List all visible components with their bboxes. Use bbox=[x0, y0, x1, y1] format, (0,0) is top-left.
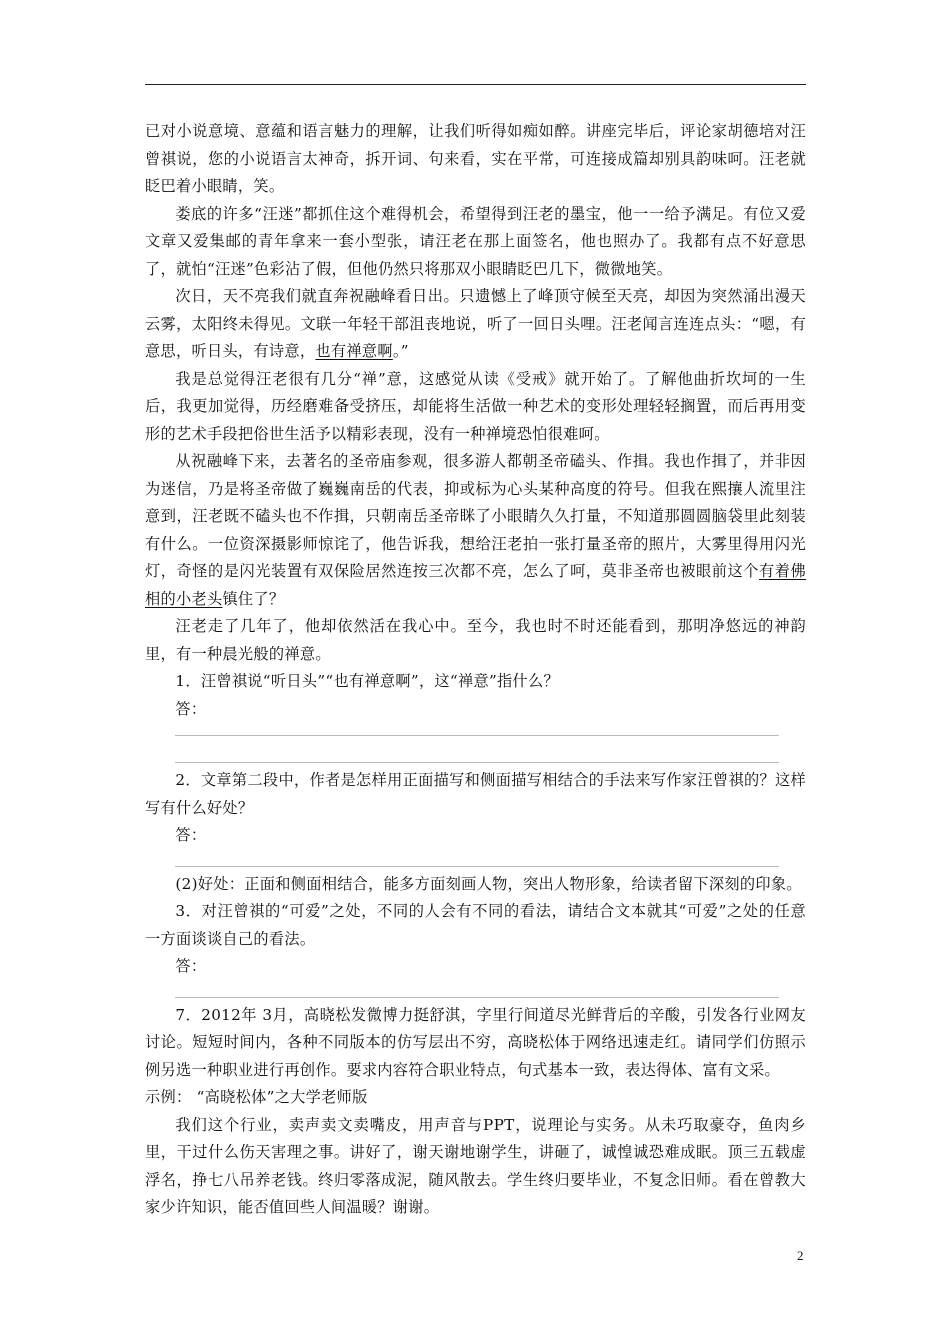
paragraph-5-text: 从祝融峰下来，去著名的圣帝庙参观，很多游人都朝圣帝磕头、作揖。我也作揖了，并非因为迷信，乃是将圣帝做了巍巍南岳的代表，抑或标为心头某种高度的符号。但我在熙攘人流里注意到，汪老既不磕头也不作揖，只朝南岳圣帝眯了小眼睛久久打量，不知道那圆圆脑袋里此刻装有什么。一位资深摄影师惊诧了，他告诉我，想给汪老拍一张打量圣帝的照片，大雾里得用闪光灯，奇怪的是闪光装置有双保险居然连按三次都不亮，怎么了呵，莫非圣帝也被眼前这个 bbox=[145, 452, 806, 580]
paragraph-1: 已对小说意境、意蕴和语言魅力的理解，让我们听得如痴如醉。讲座完毕后，评论家胡德培对汪曾祺说，您的小说语言太神奇，拆开词、句来看，实在平常，可连接成篇却别具韵味呵。汪老就眨巴着小眼睛，笑。 bbox=[145, 122, 806, 195]
answer-label-2: 答： bbox=[175, 826, 207, 844]
paragraph-3-text: 次日，天不亮我们就直奔祝融峰看日出。只遗憾上了峰顶守候至天亮，却因为突然涌出漫天云雾，太阳终未得见。文联一年轻干部沮丧地说，听了一回日头哩。汪老闻言连连点头：“嗯，有意思，听日头，有诗意， bbox=[145, 287, 806, 360]
answer-label-3: 答： bbox=[175, 957, 207, 975]
header-rule bbox=[145, 84, 806, 85]
paragraph-3-end: 。” bbox=[392, 342, 409, 360]
paragraph-5 bbox=[145, 448, 806, 613]
question-3: 3．对汪曾祺的“可爱”之处，不同的人会有不同的看法，请结合文本就其“可爱”之处的任意一方面谈谈自己的看法。 bbox=[145, 902, 806, 948]
answer-line[interactable] bbox=[175, 997, 779, 998]
answer-2-benefit: (2)好处：正面和侧面相结合，能多方面刻画人物，突出人物形象，给读者留下深刻的印象。 bbox=[175, 874, 802, 893]
answer-line[interactable] bbox=[175, 866, 779, 867]
example-text: 我们这个行业，卖声卖文卖嘴皮，用声音与PPT，说理论与实务。从未巧取豪夺，鱼肉乡里，干过什么伤天害理之事。讲好了，谢天谢地谢学生，讲砸了，诚惶诚恐难成眠。顶三五载虚浮名，挣七八吊养老钱。终归零落成泥，随风散去。学生终归要毕业，不复念旧师。看在曾教大家少许知识，能否值回些人间温暖？谢谢。 bbox=[145, 1115, 806, 1216]
paragraph-2: 娄底的许多“汪迷”都抓住这个难得机会，希望得到汪老的墨宝，他一一给予满足。有位又爱文章又爱集邮的青年拿来一套小型张，请汪老在那上面签名，他也照办了。我都有点不好意思了，就怕“汪迷”色彩沾了假，但他仍然只将那双小眼睛眨巴几下，微微地笑。 bbox=[145, 204, 806, 278]
answer-label-1: 答： bbox=[175, 699, 207, 718]
underlined-phrase-old-man: 有着佛相的小老头 bbox=[145, 562, 806, 608]
page-number: 2 bbox=[797, 1248, 804, 1263]
question-1: 1．汪曾祺说“听日头”“也有禅意啊”，这“禅意”指什么？ bbox=[175, 672, 559, 690]
document-body bbox=[145, 118, 806, 1222]
paragraph-3 bbox=[145, 283, 806, 366]
underlined-phrase-chan: 也有禅意啊 bbox=[315, 342, 393, 360]
example-title: 示例： “高晓松体”之大学老师版 bbox=[145, 1088, 368, 1106]
question-2: 2．文章第二段中，作者是怎样用正面描写和侧面描写相结合的手法来写作家汪曾祺的？这样写有什么好处？ bbox=[145, 771, 806, 817]
answer-line[interactable] bbox=[175, 762, 779, 763]
question-7: 7．2012年 3月，高晓松发微博力挺舒淇，字里行间道尽光鲜背后的辛酸，引发各行业网友讨论。短短时间内，各种不同版本的仿写层出不穷，高晓松体于网络迅速走红。请同学们仿照示例另选一种职业进行再创作。要求内容符合职业特点，句式基本一致，表达得体、富有文采。 bbox=[145, 1005, 806, 1079]
paragraph-6: 汪老走了几年了，他却依然活在我心中。至今，我也时不时还能看到，那明净悠远的神韵里，有一种晨光般的禅意。 bbox=[145, 617, 806, 663]
paragraph-5-end: 镇住了？ bbox=[222, 589, 285, 608]
paragraph-4: 我是总觉得汪老很有几分“禅”意，这感觉从读《受戒》就开始了。了解他曲折坎坷的一生后，我更加觉得，历经磨难备受挤压，却能将生活做一种艺术的变形处理轻轻搁置，而后再用变形的艺术手段把俗世生活予以精彩表现，没有一种禅境恐怕很难呵。 bbox=[145, 369, 806, 443]
